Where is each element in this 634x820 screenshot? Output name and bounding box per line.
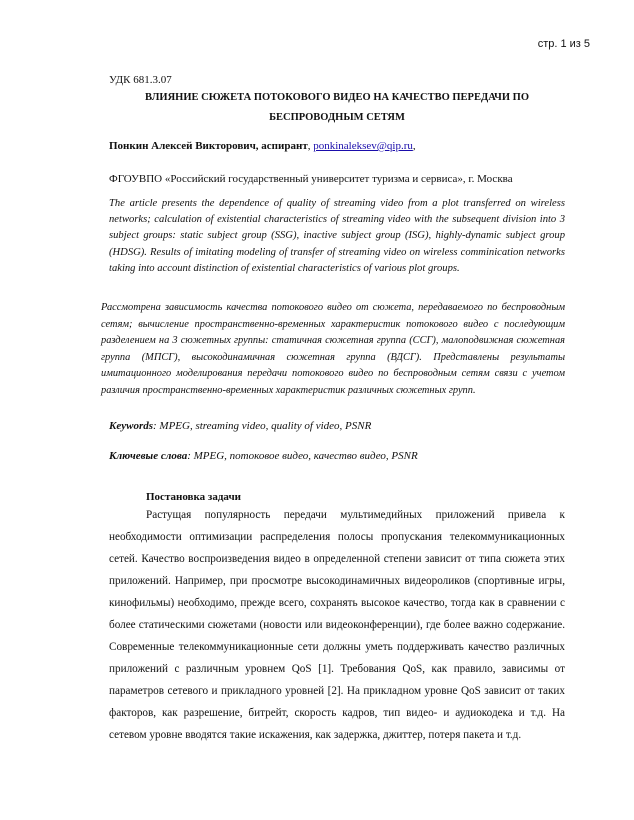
- author-email-link[interactable]: ponkinaleksev@qip.ru: [313, 140, 413, 152]
- body-paragraph: Растущая популярность передачи мультимедийных приложений привела к необходимости оптимизации распределения полосы пропускания телекоммуникационных сетей. Качество воспроизведения видео в определенной степени зависит от типа сюжета этих приложений. Например, при просмотре высокодинамичных видеороликов (спортивные игры, кинофильмы) необходимо, прежде всего, сохранять высокое качество, тогда как в сравнении с более статическими сюжетами (новости или видеоконференции), где более важно содержание. Современные телекоммуникационные сети должны уметь поддерживать качество различных приложений с различным уровнем QoS [1]. Требования QoS, как правило, зависимы от параметров сетевого и прикладного уровней [2]. На прикладном уровне QoS зависит от таких факторов, как разрешение, битрейт, скорость кадров, тип видео- и аудиокодека и т.д. На сетевом уровне вводятся такие искажения, как задержка, джиттер, потеря пакета и т.д.: [109, 509, 565, 741]
- keywords-english: [109, 418, 569, 435]
- author-name: Понкин Алексей Викторович, аспирант: [109, 140, 308, 152]
- abstract-english: The article presents the dependence of quality of streaming video from a plot transferred on wireless networks; calculation of existential characteristics of streaming video with the subsequent division into 3 subject groups: static subject group (SSG), inactive subject group (ISG), highly-dynamic subject group (HDSG). Results of imitating modeling of transfer of streaming video on wireless comminication networks taking into account distinction of existential characteristics of various plot groups.: [109, 198, 565, 274]
- organization: ФГОУВПО «Российский государственный университет туризма и сервиса», г. Москва: [109, 173, 513, 185]
- keywords-russian: [109, 448, 569, 465]
- abstract-russian: Рассмотрена зависимость качества потокового видео от сюжета, передаваемого по беспроводным сетям; вычисление пространственно-временных характеристик потокового видео с последующим разделением на 3 сюжетных группы: статичная сюжетная группа (ССГ), малоподвижная сюжетная группа (МПСГ), высокодинамичная сюжетная группа (ВДСГ). Представлены результаты имитационного моделирования передачи потокового видео по беспроводным сетям связи с учетом различия пространственно-временных характеристик различных сюжетных групп.: [101, 302, 565, 396]
- keywords-russian-values: : MPEG, потоковое видео, качество видео, PSNR: [187, 450, 418, 462]
- author-line-end: ,: [412, 140, 416, 152]
- keywords-russian-label: Ключевые слова: [109, 450, 188, 462]
- section-title: Постановка задачи: [146, 491, 241, 503]
- article-title: ВЛИЯНИЕ СЮЖЕТА ПОТОКОВОГО ВИДЕО НА КАЧЕСТВО ПЕРЕДАЧИ ПО БЕСПРОВОДНЫМ СЕТЯМ: [144, 92, 530, 123]
- keywords-english-label: Keywords: [109, 420, 153, 432]
- udk-code: УДК 681.3.07: [109, 74, 172, 86]
- author-separator: ,: [307, 140, 314, 152]
- page-number: стр. 1 из 5: [537, 38, 590, 50]
- keywords-english-values: : MPEG, streaming video, quality of video, PSNR: [153, 420, 372, 432]
- author-line: [109, 138, 569, 155]
